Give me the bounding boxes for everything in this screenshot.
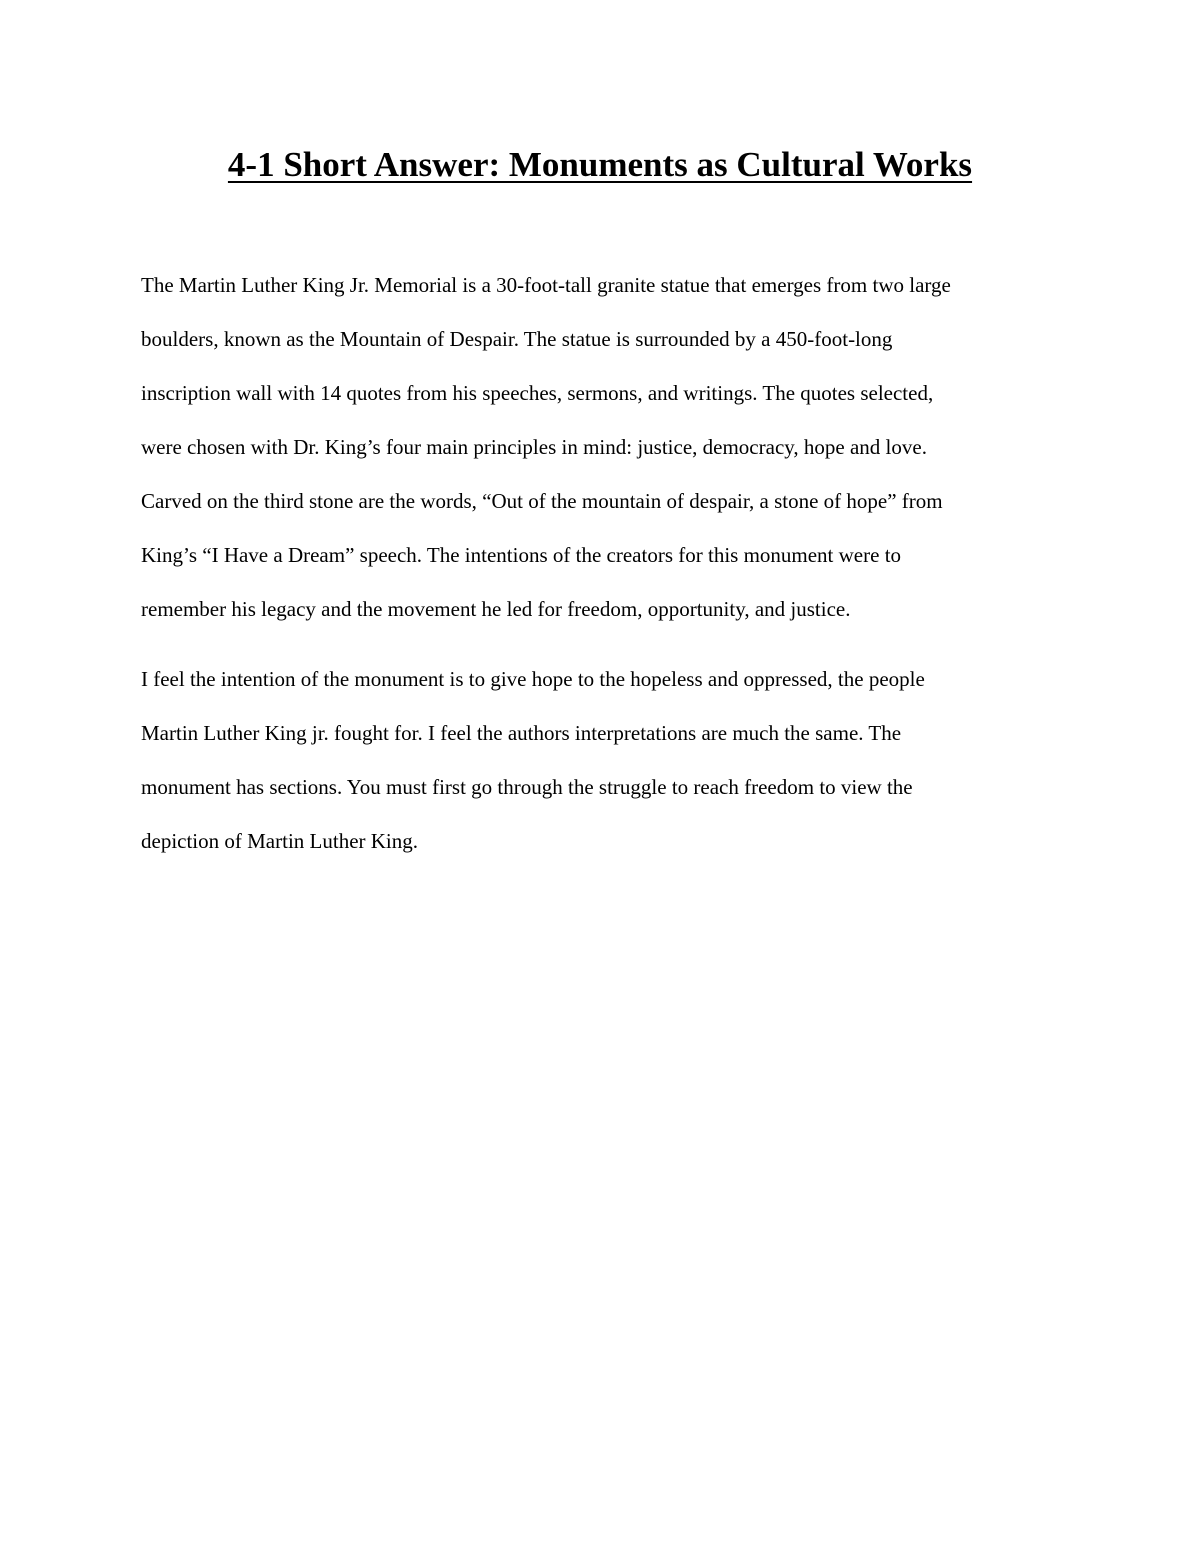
text-line: King’s “I Have a Dream” speech. The intentions of the creators for this monument were to (141, 543, 902, 567)
text-line: I feel the intention of the monument is to give hope to the hopeless and oppressed, the people (141, 667, 925, 691)
document-title: 4-1 Short Answer: Monuments as Cultural Works (227, 145, 973, 184)
paragraph-1 (141, 258, 1071, 636)
text-line: inscription wall with 14 quotes from his speeches, sermons, and writings. The quotes selected, (141, 381, 934, 405)
text-line: monument has sections. You must first go through the struggle to reach freedom to view the (141, 775, 913, 799)
paragraph-2 (141, 652, 1071, 868)
text-line: Martin Luther King jr. fought for. I feel the authors interpretations are much the same. The (141, 721, 902, 745)
text-line: were chosen with Dr. King’s four main principles in mind: justice, democracy, hope and love. (141, 435, 927, 459)
text-line: remember his legacy and the movement he led for freedom, opportunity, and justice. (141, 597, 851, 621)
text-line: depiction of Martin Luther King. (141, 829, 419, 853)
document-body (141, 258, 1071, 868)
text-line: Carved on the third stone are the words, “Out of the mountain of despair, a stone of hope” from (141, 489, 943, 513)
text-line: The Martin Luther King Jr. Memorial is a 30-foot-tall granite statue that emerges from two large (141, 273, 951, 297)
text-line: boulders, known as the Mountain of Despair. The statue is surrounded by a 450-foot-long (141, 327, 893, 351)
